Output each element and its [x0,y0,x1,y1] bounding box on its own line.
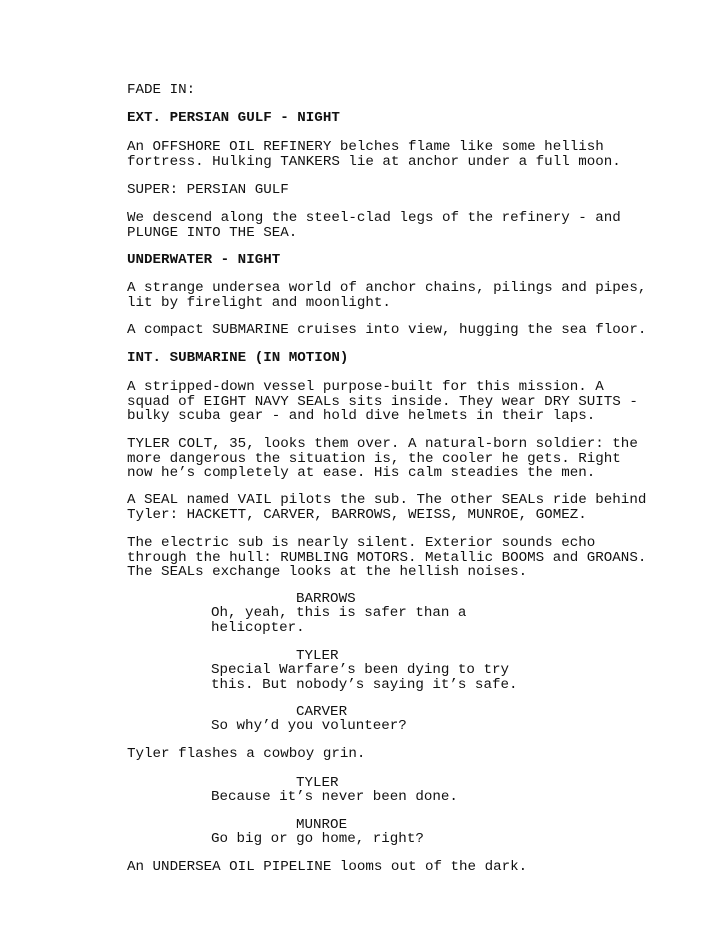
action-paragraph: A compact SUBMARINE cruises into view, hugging the sea floor. [127,322,647,338]
dialogue: Because it’s never been done. [211,789,458,805]
character-cue: BARROWS [296,591,356,607]
action-paragraph: A strange undersea world of anchor chains, pilings and pipes, lit by firelight and moonlight. [127,280,647,311]
dialogue: Oh, yeah, this is safer than a helicopter. [211,605,467,636]
scene-heading: INT. SUBMARINE (IN MOTION) [127,350,349,366]
action-paragraph: The electric sub is nearly silent. Exterior sounds echo through the hull: RUMBLING MOTORS. Metallic BOOMS and GROANS. The SEALs exchange looks at the hellish noises. [127,535,647,581]
action-paragraph: Tyler flashes a cowboy grin. [127,746,366,762]
action-paragraph: An OFFSHORE OIL REFINERY belches flame like some hellish fortress. Hulking TANKERS lie at anchor under a full moon. [127,139,621,170]
scene-heading: UNDERWATER - NIGHT [127,252,281,268]
scene-heading: EXT. PERSIAN GULF - NIGHT [127,110,340,126]
dialogue: Special Warfare’s been dying to try this. But nobody’s saying it’s safe. [211,662,518,693]
action-paragraph: We descend along the steel-clad legs of the refinery - and PLUNGE INTO THE SEA. [127,210,621,241]
character-cue: MUNROE [296,817,348,833]
action-paragraph: A SEAL named VAIL pilots the sub. The other SEALs ride behind Tyler: HACKETT, CARVER, BARROWS, WEISS, MUNROE, GOMEZ. [127,492,647,523]
dialogue: Go big or go home, right? [211,831,424,847]
super-title: SUPER: PERSIAN GULF [127,182,289,198]
transition-fade-in: FADE IN: [127,82,196,98]
character-cue: TYLER [296,775,339,791]
action-paragraph: TYLER COLT, 35, looks them over. A natural-born soldier: the more dangerous the situation is, the cooler he gets. Right now he’s completely at ease. His calm steadies the men. [127,436,638,482]
character-cue: TYLER [296,648,339,664]
character-cue: CARVER [296,704,348,720]
action-paragraph: A stripped-down vessel purpose-built for this mission. A squad of EIGHT NAVY SEALs sits inside. They wear DRY SUITS - bulky scuba gear - and hold dive helmets in their laps. [127,379,638,425]
action-paragraph: An UNDERSEA OIL PIPELINE looms out of the dark. [127,859,528,875]
dialogue: So why’d you volunteer? [211,718,407,734]
